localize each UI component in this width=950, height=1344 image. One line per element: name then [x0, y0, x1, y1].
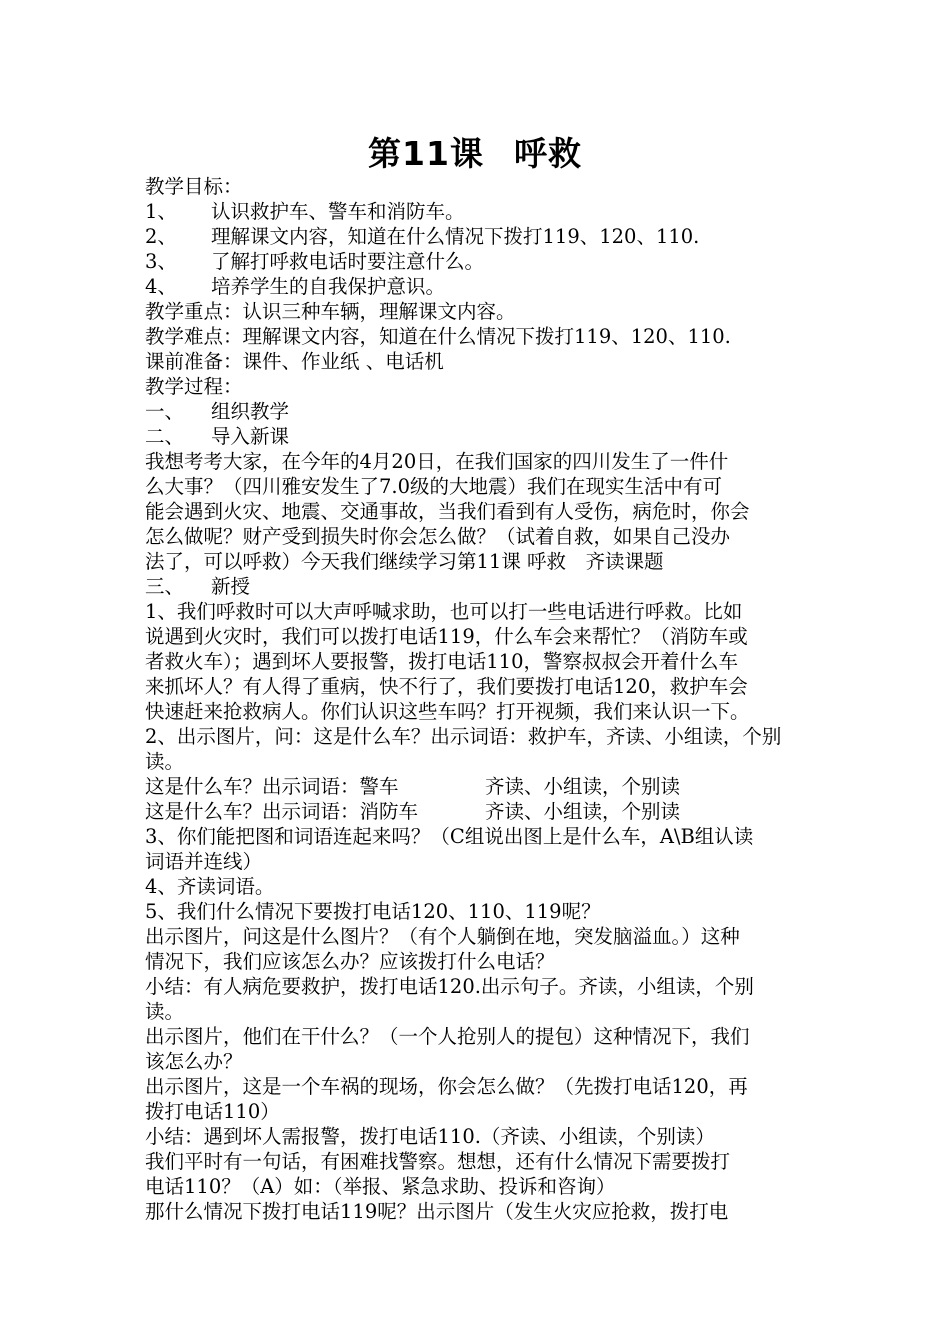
vehicle-prompt: 这是什么车？出示词语：警车: [145, 775, 399, 798]
objective-item: [145, 249, 825, 274]
objective-text: 认识救护车、警车和消防车。: [211, 200, 465, 223]
case-line: 出示图片，问这是什么图片？（有个人躺倒在地，突发脑溢血。）这种: [145, 925, 740, 948]
objective-item: [145, 274, 825, 299]
step2-line: 2、出示图片，问：这是什么车？出示词语：救护车，齐读、小组读，个别: [145, 725, 782, 748]
intro-line: 怎么做呢？财产受到损失时你会怎么做？（试着自救，如果自己没办: [145, 525, 731, 548]
intro-line: 法了，可以呼救）今天我们继续学习第11课 呼救 齐读课题: [145, 550, 664, 573]
objective-text: 了解打呼救电话时要注意什么。: [211, 250, 485, 273]
step3-line: 3、你们能把图和词语连起来吗？（C组说出图上是什么车，A\B组认读: [145, 825, 754, 848]
case-line: 出示图片，他们在干什么？（一个人抢别人的提包）这种情况下，我们: [145, 1025, 750, 1048]
case-line: 小结：有人病危要救护，拨打电话120.出示句子。齐读，小组读，个别: [145, 975, 754, 998]
objective-number: 4、: [145, 275, 177, 298]
intro-line: 么大事？（四川雅安发生了7.0级的大地震）我们在现实生活中有可: [145, 475, 723, 498]
step2-line: 读。: [145, 750, 185, 773]
objective-text: 培养学生的自我保护意识。: [211, 275, 446, 298]
lesson-title: [0, 128, 950, 175]
objective-item: [145, 224, 825, 249]
step3-line: 词语并连线）: [145, 850, 263, 873]
vehicle-reading: 齐读、小组读，个别读: [485, 775, 681, 798]
step4-line: 4、齐读词语。: [145, 875, 275, 898]
case-line: 小结：遇到坏人需报警，拨打电话110.（齐读、小组读，个别读）: [145, 1125, 715, 1148]
vehicle-row: [145, 774, 825, 799]
difficulty: 教学难点：理解课文内容，知道在什么情况下拨打119、120、110.: [145, 325, 731, 348]
step1-line: 说遇到火灾时，我们可以拨打电话119，什么车会来帮忙？（消防车或: [145, 625, 748, 648]
intro-line: 能会遇到火灾、地震、交通事故，当我们看到有人受伤，病危时，你会: [145, 500, 750, 523]
process-heading: 教学过程：: [145, 375, 243, 398]
section-number: 三、: [145, 575, 185, 598]
objective-item: [145, 199, 825, 224]
step1-line: 者救火车）；遇到坏人要报警，拨打电话110，警察叔叔会开着什么车: [145, 650, 738, 673]
case-line: 电话110？（A）如：（举报、紧急求助、投诉和咨询）: [145, 1175, 616, 1198]
vehicle-reading: 齐读、小组读，个别读: [485, 800, 681, 823]
case-line: 那什么情况下拨打电话119呢？出示图片（发生火灾应抢救，拨打电: [145, 1200, 729, 1223]
step1-line: 1、我们呼救时可以大声呼喊求助，也可以打一些电话进行呼救。比如: [145, 600, 743, 623]
section-heading: [145, 399, 825, 424]
step1-line: 来抓坏人？有人得了重病，快不行了，我们要拨打电话120，救护车会: [145, 675, 748, 698]
case-line: 拨打电话110）: [145, 1100, 280, 1123]
section-number: 二、: [145, 425, 185, 448]
lesson-body: [145, 174, 825, 1224]
case-line: 出示图片，这是一个车祸的现场，你会怎么做？（先拨打电话120，再: [145, 1075, 748, 1098]
section-heading: [145, 574, 825, 599]
section-text: 导入新课: [211, 425, 290, 448]
objective-number: 2、: [145, 225, 177, 248]
case-line: 情况下，我们应该怎么办？应该拨打什么电话？: [145, 950, 555, 973]
objective-number: 3、: [145, 250, 177, 273]
objectives-heading: 教学目标：: [145, 175, 243, 198]
objective-text: 理解课文内容，知道在什么情况下拨打119、120、110.: [211, 225, 700, 248]
section-number: 一、: [145, 400, 185, 423]
case-line: 该怎么办？: [145, 1050, 243, 1073]
vehicle-row: [145, 799, 825, 824]
intro-line: 我想考考大家，在今年的4月20日，在我们国家的四川发生了一件什: [145, 450, 729, 473]
lesson-number: 第11课: [368, 134, 484, 173]
case-line: 读。: [145, 1000, 185, 1023]
lesson-name: 呼救: [513, 134, 582, 173]
section-text: 新授: [211, 575, 251, 598]
step5-line: 5、我们什么情况下要拨打电话120、110、119呢？: [145, 900, 601, 923]
key-point: 教学重点：认识三种车辆，理解课文内容。: [145, 300, 516, 323]
vehicle-prompt: 这是什么车？出示词语：消防车: [145, 800, 419, 823]
section-heading: [145, 424, 825, 449]
preparation: 课前准备：课件、作业纸 、电话机: [145, 350, 444, 373]
step1-line: 快速赶来抢救病人。你们认识这些车吗？打开视频，我们来认识一下。: [145, 700, 750, 723]
case-line: 我们平时有一句话，有困难找警察。想想，还有什么情况下需要拨打: [145, 1150, 731, 1173]
objective-number: 1、: [145, 200, 177, 223]
section-text: 组织教学: [211, 400, 290, 423]
